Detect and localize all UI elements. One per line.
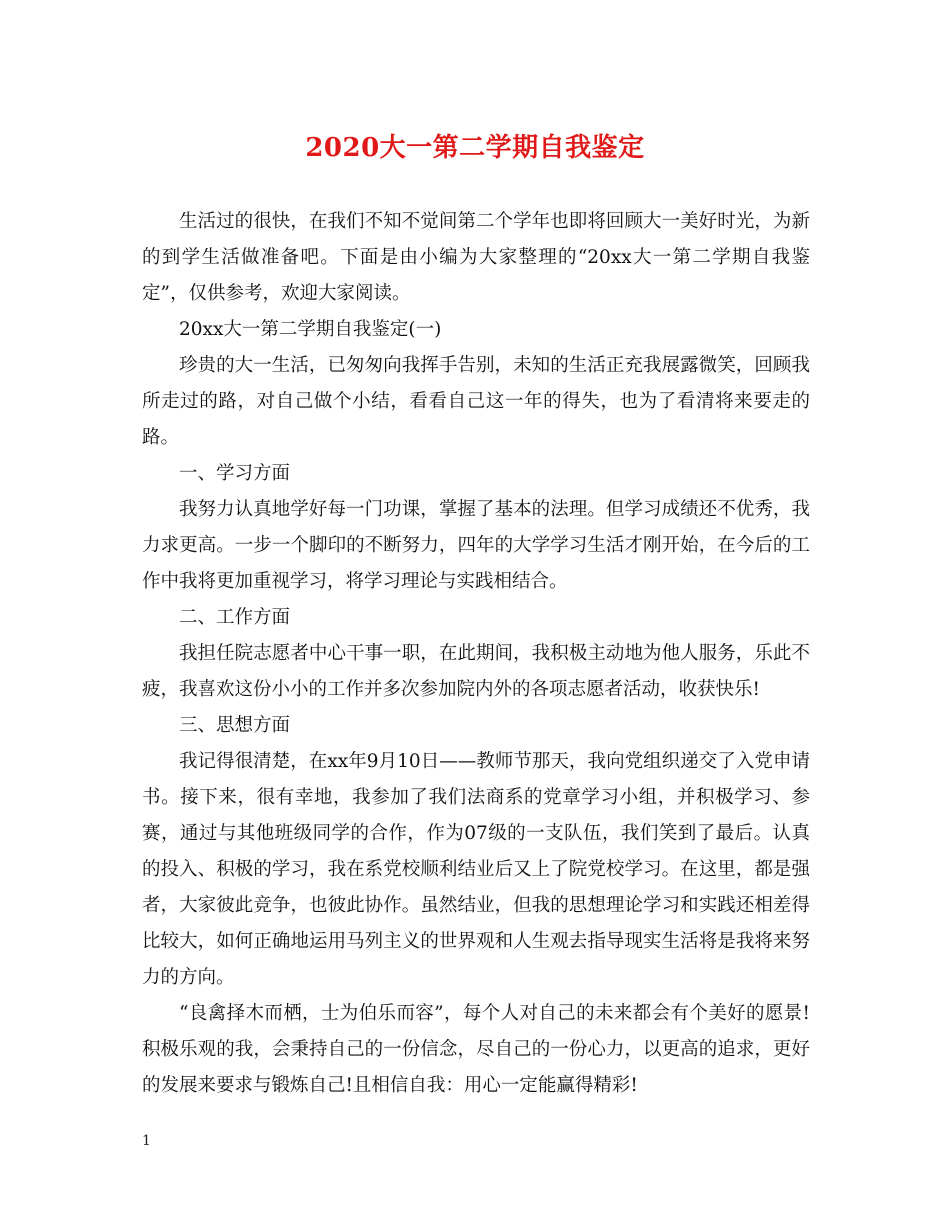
paragraph-conclusion: “良禽择木而栖，士为伯乐而容”，每个人对自己的未来都会有个美好的愿景!积极乐观的我，会秉持自己的一份信念，尽自己的一份心力，以更高的追求，更好的发展来要求与锻炼自己!且相信自我：用心一定能赢得精彩! [142, 1003, 810, 1096]
document-title: 2020大一第二学期自我鉴定 [305, 133, 645, 163]
paragraph-intro: 生活过的很快，在我们不知不觉间第二个学年也即将回顾大一美好时光，为新的到学生活做准备吧。下面是由小编为大家整理的“20xx大一第二学期自我鉴定”，仅供参考，欢迎大家阅读。 [142, 211, 810, 304]
paragraph-section-heading: 20xx大一第二学期自我鉴定(一) [179, 319, 442, 340]
paragraph-work: 我担任院志愿者中心干事一职，在此期间，我积极主动地为他人服务，乐此不疲，我喜欢这份小小的工作并多次参加院内外的各项志愿者活动，收获快乐! [142, 643, 810, 700]
document-body [142, 204, 810, 1104]
page-number: 1 [142, 1133, 151, 1149]
heading-thought: 三、思想方面 [179, 715, 291, 736]
heading-study: 一、学习方面 [179, 463, 291, 484]
heading-work: 二、工作方面 [179, 607, 291, 628]
paragraph-study: 我努力认真地学好每一门功课，掌握了基本的法理。但学习成绩还不优秀，我力求更高。一步一个脚印的不断努力，四年的大学学习生活才刚开始，在今后的工作中我将更加重视学习，将学习理论与实践相结合。 [142, 499, 810, 592]
paragraph-opening: 珍贵的大一生活，已匆匆向我挥手告别，未知的生活正充我展露微笑，回顾我所走过的路，对自己做个小结，看看自己这一年的得失，也为了看清将来要走的路。 [142, 355, 810, 448]
paragraph-thought: 我记得很清楚，在xx年9月10日——教师节那天，我向党组织递交了入党申请书。接下来，很有幸地，我参加了我们法商系的党章学习小组，并积极学习、参赛，通过与其他班级同学的合作，作为07级的一支队伍，我们笑到了最后。认真的投入、积极的学习，我在系党校顺利结业后又上了院党校学习。在这里，都是强者，大家彼此竞争，也彼此协作。虽然结业，但我的思想理论学习和实践还相差得比较大，如何正确地运用马列主义的世界观和人生观去指导现实生活将是我将来努力的方向。 [142, 751, 810, 988]
